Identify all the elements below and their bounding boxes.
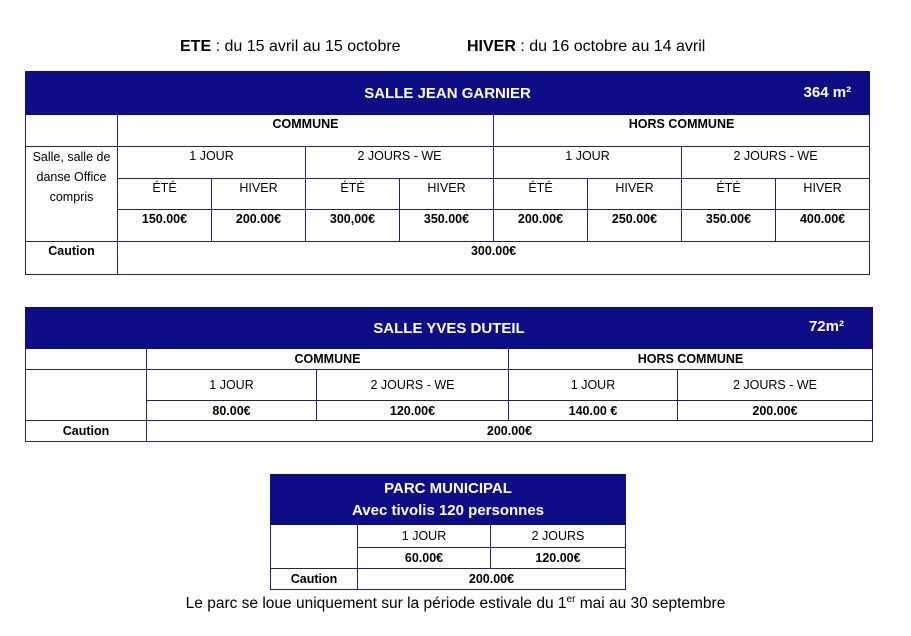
empty-cell	[271, 525, 358, 569]
duration-label: 2 JOURS - WE	[317, 370, 509, 401]
summer-label: ETE	[180, 38, 212, 55]
empty-cell	[26, 370, 147, 421]
duration-label: 2 JOURS - WE	[678, 370, 873, 401]
caution-value: 200.00€	[147, 421, 873, 442]
season-label: HIVER	[776, 179, 870, 210]
season-label: ÉTÉ	[494, 179, 588, 210]
price-cell: 350.00€	[400, 210, 494, 242]
season-label: ÉTÉ	[118, 179, 212, 210]
row-label: Salle, salle de danse Office compris	[26, 147, 118, 242]
duration-label: 1 JOUR	[494, 147, 682, 179]
note-text-end: mai au 30 septembre	[575, 595, 726, 613]
price-cell: 300,00€	[306, 210, 400, 242]
yves-duteil-area: 72m²	[808, 318, 844, 335]
duration-label: 2 JOURS	[491, 525, 626, 548]
winter-dates: : du 16 octobre au 14 avril	[515, 38, 706, 55]
winter-period	[467, 38, 705, 56]
duration-label: 1 JOUR	[509, 370, 678, 401]
price-cell: 150.00€	[118, 210, 212, 242]
price-cell: 350.00€	[682, 210, 776, 242]
season-label: ÉTÉ	[306, 179, 400, 210]
caution-value: 300.00€	[118, 242, 870, 275]
price-cell: 120.00€	[491, 548, 626, 569]
caution-label: Caution	[271, 569, 358, 590]
price-cell: 80.00€	[147, 401, 317, 421]
yves-duteil-header	[26, 308, 873, 349]
duration-label: 1 JOUR	[358, 525, 491, 548]
jean-garnier-area: 364 m²	[803, 84, 852, 101]
winter-label: HIVER	[467, 38, 516, 55]
price-cell: 60.00€	[358, 548, 491, 569]
park-season-note	[0, 594, 911, 613]
yves-duteil-title: SALLE YVES DUTEIL	[373, 319, 525, 337]
commune-header: COMMUNE	[147, 349, 509, 370]
note-superscript: er	[566, 594, 576, 605]
summer-dates: : du 15 avril au 15 octobre	[211, 38, 401, 55]
summer-period	[180, 38, 401, 56]
jean-garnier-table	[25, 71, 870, 275]
empty-cell	[26, 349, 147, 370]
caution-label: Caution	[26, 421, 147, 442]
price-cell: 400.00€	[776, 210, 870, 242]
commune-header: COMMUNE	[118, 115, 494, 147]
caution-value: 200.00€	[358, 569, 626, 590]
price-cell: 200.00€	[494, 210, 588, 242]
season-label: HIVER	[212, 179, 306, 210]
season-label: HIVER	[588, 179, 682, 210]
empty-cell	[26, 115, 118, 147]
jean-garnier-title: SALLE JEAN GARNIER	[364, 84, 531, 102]
yves-duteil-table	[25, 307, 873, 442]
price-cell: 120.00€	[317, 401, 509, 421]
price-cell: 200.00€	[678, 401, 873, 421]
season-label: ÉTÉ	[682, 179, 776, 210]
parc-subtitle: Avec tivolis 120 personnes	[351, 501, 545, 519]
price-cell: 250.00€	[588, 210, 682, 242]
price-cell: 140.00 €	[509, 401, 678, 421]
hors-commune-header: HORS COMMUNE	[494, 115, 870, 147]
caution-label: Caution	[26, 242, 118, 275]
parc-title: PARC MUNICIPAL	[384, 479, 512, 497]
duration-label: 2 JOURS - WE	[682, 147, 870, 179]
duration-label: 2 JOURS - WE	[306, 147, 494, 179]
duration-label: 1 JOUR	[118, 147, 306, 179]
price-cell: 200.00€	[212, 210, 306, 242]
note-text-start: Le parc se loue uniquement sur la période estivale du 1	[185, 595, 567, 613]
parc-header	[271, 475, 626, 525]
season-label: HIVER	[400, 179, 494, 210]
jean-garnier-header	[26, 72, 870, 115]
parc-municipal-table	[270, 474, 626, 590]
duration-label: 1 JOUR	[147, 370, 317, 401]
hors-commune-header: HORS COMMUNE	[509, 349, 873, 370]
